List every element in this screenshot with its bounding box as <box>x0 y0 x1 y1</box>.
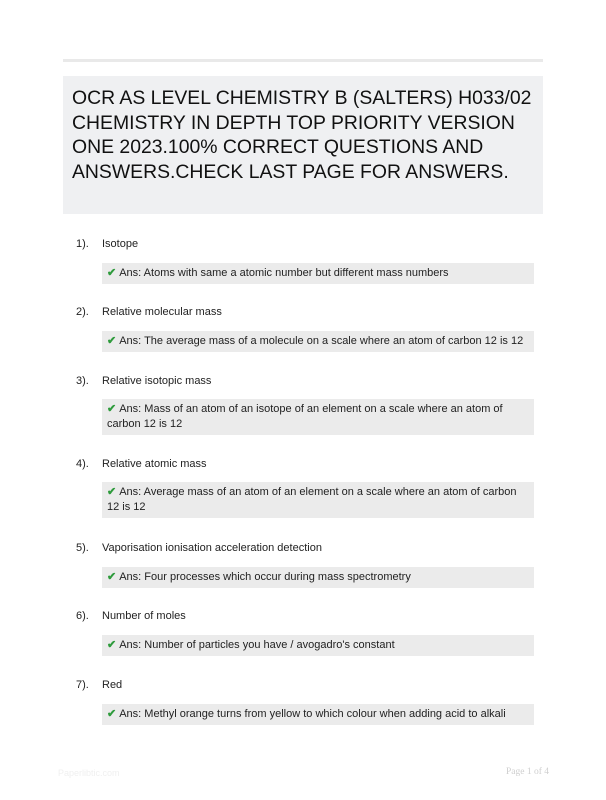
question-number: 6). <box>76 610 89 622</box>
question-number: 4). <box>76 458 89 470</box>
question-text: Isotope <box>102 238 139 250</box>
footer-watermark: Paperlibtic.com <box>58 768 120 778</box>
question-text: Number of moles <box>102 610 186 622</box>
question-number: 3). <box>76 375 89 387</box>
answer-box <box>102 482 534 518</box>
question-text: Relative atomic mass <box>102 458 207 470</box>
check-icon: ✔ <box>107 486 117 498</box>
answer-text: Ans: Methyl orange turns from yellow to which colour when adding acid to alkali <box>119 708 506 720</box>
check-icon: ✔ <box>107 639 117 651</box>
answer-box <box>102 331 534 352</box>
question-number: 2). <box>76 306 89 318</box>
answer-box <box>102 263 534 284</box>
answer-box <box>102 635 534 656</box>
answer-text: Ans: Number of particles you have / avogadro's constant <box>119 639 395 651</box>
answer-box <box>102 567 534 588</box>
question-text: Relative isotopic mass <box>102 375 212 387</box>
question-number: 7). <box>76 679 89 691</box>
check-icon: ✔ <box>107 403 117 415</box>
question-text: Vaporisation ionisation acceleration detection <box>102 542 322 554</box>
question-text: Red <box>102 679 123 691</box>
answer-text: Ans: Four processes which occur during mass spectrometry <box>119 571 411 583</box>
answer-text: Ans: The average mass of a molecule on a scale where an atom of carbon 12 is 12 <box>119 335 524 347</box>
title-banner <box>63 76 543 214</box>
answer-box <box>102 399 534 435</box>
check-icon: ✔ <box>107 708 117 720</box>
answer-text: Ans: Average mass of an atom of an element on a scale where an atom of carbon 12 is 12 <box>107 486 517 513</box>
answer-text: Ans: Mass of an atom of an isotope of an element on a scale where an atom of carbon 12 is 12 <box>107 403 503 430</box>
check-icon: ✔ <box>107 267 117 279</box>
question-number: 1). <box>76 238 89 250</box>
answer-box <box>102 704 534 725</box>
question-number: 5). <box>76 542 89 554</box>
page-indicator: Page 1 of 4 <box>505 767 549 777</box>
answer-text: Ans: Atoms with same a atomic number but different mass numbers <box>119 267 449 279</box>
check-icon: ✔ <box>107 335 117 347</box>
check-icon: ✔ <box>107 571 117 583</box>
question-text: Relative molecular mass <box>102 306 222 318</box>
document-title: OCR AS LEVEL CHEMISTRY B (SALTERS) H033/02 CHEMISTRY IN DEPTH TOP PRIORITY VERSION ONE 2023.100% CORRECT QUESTIONS AND ANSWERS.CHECK LAST PAGE FOR ANSWERS. <box>72 87 532 183</box>
top-divider <box>63 59 543 62</box>
